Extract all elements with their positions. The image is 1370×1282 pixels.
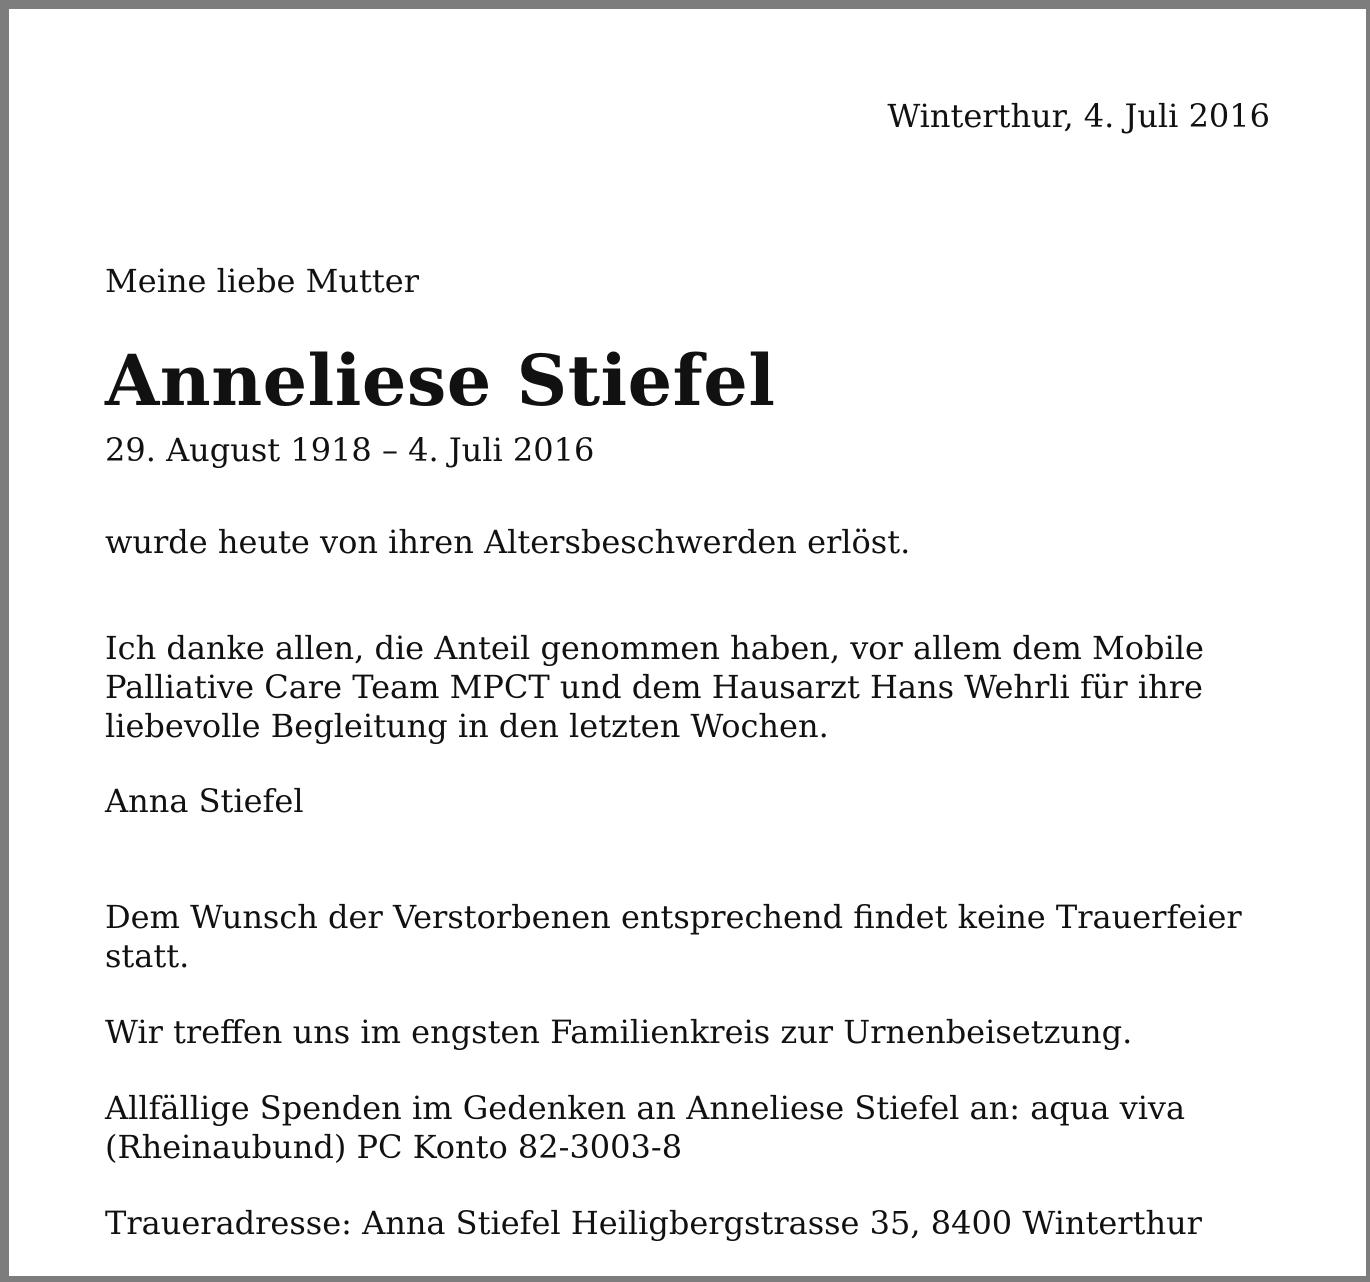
mourning-address: Traueradresse: Anna Stiefel Heiligbergstrasse 35, 8400 Winterthur	[105, 1204, 1202, 1242]
donation-line: Allfällige Spenden im Gedenken an Anneliese Stiefel an: aqua viva	[105, 1089, 1186, 1127]
meeting-line: Wir treffen uns im engsten Familienkreis zur Urnenbeisetzung.	[105, 1013, 1133, 1051]
place-date: Winterthur, 4. Juli 2016	[887, 97, 1270, 135]
signer-name: Anna Stiefel	[105, 782, 304, 820]
thanks-paragraph	[105, 629, 1285, 746]
wish-line: statt.	[105, 937, 190, 975]
wish-line: Dem Wunsch der Verstorbenen entsprechend findet keine Trauerfeier	[105, 898, 1242, 936]
wish-paragraph	[105, 898, 1285, 976]
thanks-line: Palliative Care Team MPCT und dem Hausarzt Hans Wehrli für ihre	[105, 668, 1203, 706]
thanks-line: liebevolle Begleitung in den letzten Wochen.	[105, 707, 829, 745]
deceased-name: Anneliese Stiefel	[105, 339, 776, 422]
lifespan-dates: 29. August 1918 – 4. Juli 2016	[105, 431, 595, 469]
donation-line: (Rheinaubund) PC Konto 82-3003-8	[105, 1128, 683, 1166]
statement-line: wurde heute von ihren Altersbeschwerden erlöst.	[105, 523, 911, 561]
thanks-line: Ich danke allen, die Anteil genommen haben, vor allem dem Mobile	[105, 629, 1204, 667]
donations-paragraph	[105, 1089, 1285, 1167]
intro-line: Meine liebe Mutter	[105, 262, 419, 300]
